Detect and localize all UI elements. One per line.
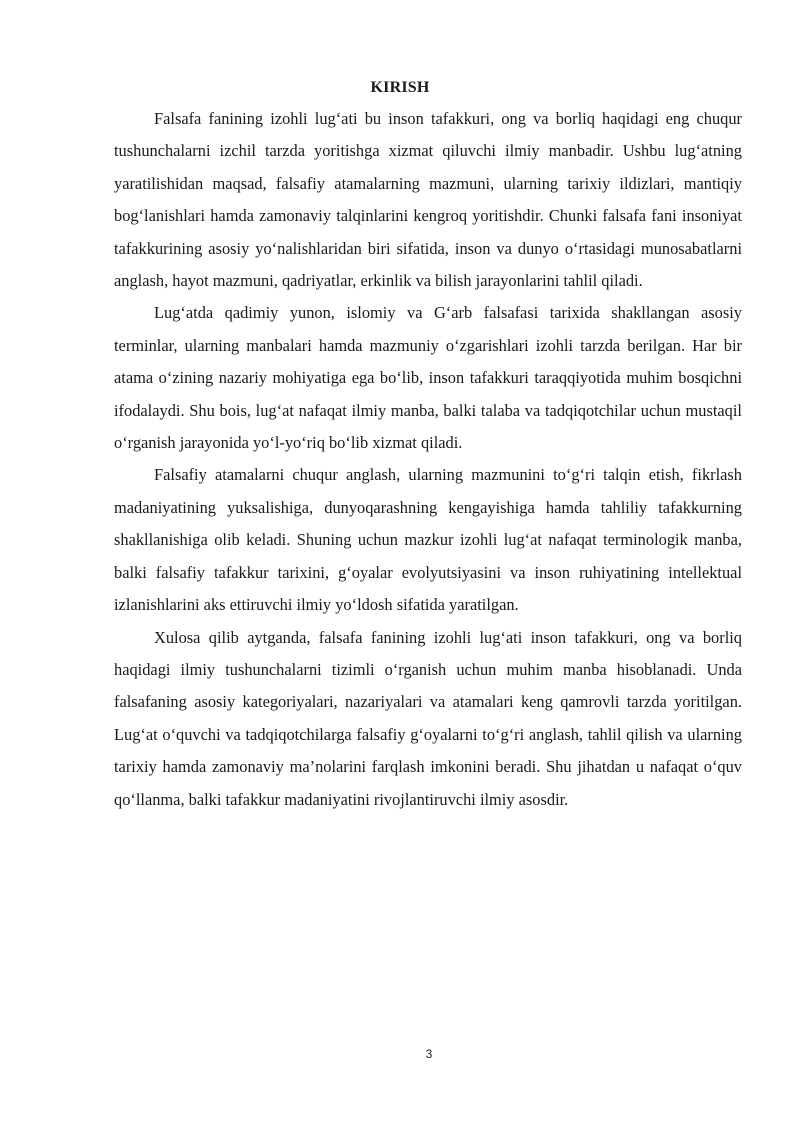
paragraph-1: Falsafa fanining izohli lug‘ati bu inson tafakkuri, ong va borliq haqidagi eng chuqur tushunchalarni izchil tarzda yoritishga xizmat qiluvchi ilmiy manbadir. Ushbu lug‘atning yaratilishidan maqsad, falsafiy atamalarning mazmuni, ularning tarixiy ildizlari, mantiqiy bog‘lanishlari hamda zamonaviy talqinlarini kengroq yoritishdir. Chunki falsafa fani insoniyat tafakkurining asosiy yo‘nalishlaridan biri sifatida, inson va dunyo o‘rtasidagi munosabatlarni anglash, hayot mazmuni, qadriyatlar, erkinlik va bilish jarayonlarini tahlil qiladi. [114,109,742,291]
page-number: 3 [425,1047,433,1061]
page-title: KIRISH [370,79,430,96]
paragraph-3: Falsafiy atamalarni chuqur anglash, ularning mazmunini to‘g‘ri talqin etish, fikrlash madaniyatining yuksalishiga, dunyoqarashning kengayishiga hamda tahliliy tafakkurning shakllanishiga olib keladi. Shuning uchun mazkur izohli lug‘at nafaqat terminologik manba, balki falsafiy tafakkur tarixini, g‘oyalar evolyutsiyasini va inson ruhiyatining intellektual izlanishlarini aks ettiruvchi ilmiy yo‘ldosh sifatida yaratilgan. [114,465,742,615]
paragraph-4: Xulosa qilib aytganda, falsafa fanining izohli lug‘ati inson tafakkuri, ong va borliq haqidagi ilmiy tushunchalarni tizimli o‘rganish uchun muhim manba hisoblanadi. Unda falsafaning asosiy kategoriyalari, nazariyalari va atamalari keng qamrovli tarzda yoritilgan. Lug‘at o‘quvchi va tadqiqotchilarga falsafiy g‘oyalarni to‘g‘ri anglash, tahlil qilish va ularning tarixiy hamda zamonaviy ma’nolarini farqlash imkonini beradi. Shu jihatdan u nafaqat o‘quv qo‘llanma, balki tafakkur madaniyatini rivojlantiruvchi ilmiy asosdir. [114,627,742,809]
paragraph-2: Lug‘atda qadimiy yunon, islomiy va G‘arb falsafasi tarixida shakllangan asosiy terminlar, ularning manbalari hamda mazmuniy o‘zgarishlari izohli tarzda berilgan. Har bir atama o‘zining nazariy mohiyatiga ega bo‘lib, inson tafakkuri taraqqiyotida muhim bosqichni ifodalaydi. Shu bois, lug‘at nafaqat ilmiy manba, balki talaba va tadqiqotchilar uchun mustaqil o‘rganish jarayonida yo‘l-yo‘riq bo‘lib xizmat qiladi. [114,303,742,453]
body-text [114,103,742,816]
